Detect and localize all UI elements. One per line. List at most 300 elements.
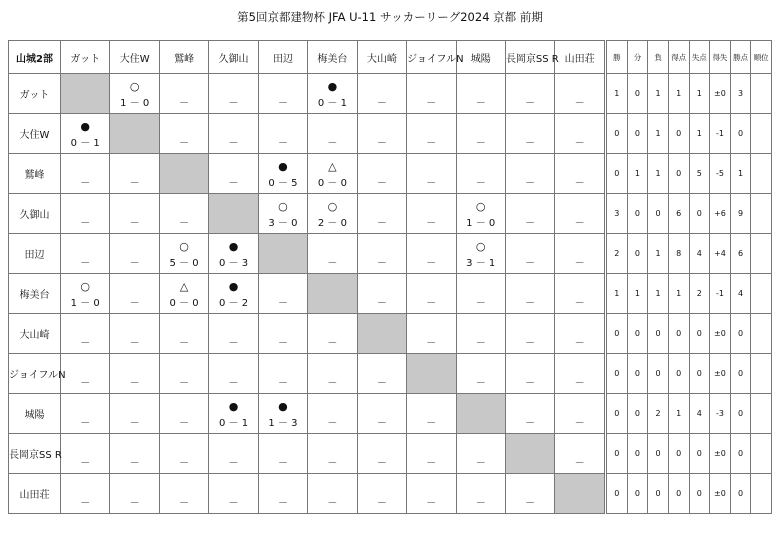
match-cell (555, 194, 604, 234)
score: － (525, 418, 536, 429)
stat-header: 勝 (607, 41, 628, 74)
stat-value: 6 (668, 194, 689, 234)
result-mark: ○ (475, 240, 486, 253)
diagonal-cell (209, 194, 258, 234)
match-cell (505, 354, 554, 394)
match-cell (110, 194, 159, 234)
match-cell (407, 434, 456, 474)
stat-value: 1 (668, 274, 689, 314)
stat-value: 1 (668, 74, 689, 114)
match-cell (209, 354, 258, 394)
score: － (228, 498, 239, 509)
match-cell (407, 114, 456, 154)
match-cell (258, 114, 307, 154)
match-cell (555, 354, 604, 394)
team-row (9, 74, 605, 114)
stat-value: ±0 (710, 474, 731, 514)
column-header-team: ジョイフルN (407, 41, 456, 74)
match-cell (209, 434, 258, 474)
score: － (525, 218, 536, 229)
match-cell (308, 354, 357, 394)
score: － (129, 218, 140, 229)
stat-value: ±0 (710, 434, 731, 474)
score: 2 － 0 (317, 218, 347, 229)
stat-value: 0 (627, 394, 648, 434)
stat-value: 4 (730, 274, 751, 314)
score: － (426, 498, 437, 509)
match-cell (159, 394, 208, 434)
score: 0 － 0 (317, 178, 347, 189)
stat-value: ±0 (710, 74, 731, 114)
match-cell (407, 194, 456, 234)
match-cell (505, 114, 554, 154)
match-cell (456, 234, 505, 274)
stat-value: 0 (627, 354, 648, 394)
score: － (277, 458, 288, 469)
score: － (376, 298, 387, 309)
score: 1 － 0 (120, 98, 150, 109)
stat-value: 0 (668, 434, 689, 474)
score: － (426, 98, 437, 109)
score: 0 － 1 (218, 418, 249, 429)
score: － (80, 498, 91, 509)
score: － (525, 338, 536, 349)
match-cell (61, 394, 110, 434)
match-cell (456, 474, 505, 514)
score: － (228, 178, 239, 189)
score: － (80, 218, 91, 229)
match-cell (456, 74, 505, 114)
score: － (525, 258, 536, 269)
score: － (228, 338, 239, 349)
stat-row (607, 74, 772, 114)
diagonal-cell (505, 434, 554, 474)
stat-value: 0 (627, 234, 648, 274)
match-cell (159, 274, 208, 314)
match-cell (308, 234, 357, 274)
match-cell (209, 394, 258, 434)
stat-value: 0 (730, 394, 751, 434)
match-cell (407, 394, 456, 434)
stat-row (607, 114, 772, 154)
result-mark: ○ (80, 280, 91, 293)
match-cell (159, 314, 208, 354)
match-cell (308, 314, 357, 354)
stat-row (607, 354, 772, 394)
match-cell (407, 474, 456, 514)
stat-value: 4 (689, 394, 710, 434)
score: － (179, 218, 190, 229)
score: － (129, 418, 140, 429)
score: － (327, 378, 338, 389)
stat-value: 0 (607, 474, 628, 514)
stat-value: 1 (627, 274, 648, 314)
stat-value (751, 394, 772, 434)
match-cell (357, 474, 406, 514)
score: 5 － 0 (169, 258, 199, 269)
match-cell (159, 114, 208, 154)
league-table (8, 40, 605, 514)
stat-header: 順位 (751, 41, 772, 74)
stat-value: -1 (710, 114, 731, 154)
score: － (574, 98, 585, 109)
score: － (179, 378, 190, 389)
result-mark: ○ (278, 200, 288, 213)
match-cell (308, 114, 357, 154)
match-cell (555, 154, 604, 194)
match-cell (407, 274, 456, 314)
match-cell (357, 194, 406, 234)
match-cell (308, 194, 357, 234)
score: － (376, 218, 387, 229)
score: － (426, 138, 437, 149)
score: － (277, 498, 288, 509)
score: － (426, 418, 437, 429)
score: － (475, 338, 486, 349)
score: － (525, 178, 536, 189)
score: 3 － 1 (466, 258, 496, 269)
score: － (129, 458, 140, 469)
match-cell (258, 154, 307, 194)
match-cell (61, 274, 110, 314)
score: － (129, 378, 140, 389)
score: － (376, 458, 387, 469)
match-cell (159, 474, 208, 514)
match-cell (555, 234, 604, 274)
team-row (9, 114, 605, 154)
stat-header: 得点 (668, 41, 689, 74)
match-cell (209, 114, 258, 154)
score: － (525, 298, 536, 309)
score: － (277, 298, 288, 309)
stat-header: 失点 (689, 41, 710, 74)
stat-row (607, 154, 772, 194)
stat-value: 0 (607, 354, 628, 394)
row-header-team: 梅美台 (9, 274, 61, 314)
stat-value (751, 154, 772, 194)
stat-header: 負 (648, 41, 669, 74)
match-cell (555, 114, 604, 154)
match-cell (407, 154, 456, 194)
score: 0 － 1 (70, 138, 100, 149)
result-mark: ● (327, 80, 338, 93)
stat-row (607, 474, 772, 514)
match-cell (209, 274, 258, 314)
match-cell (258, 274, 307, 314)
column-header-team: 大山崎 (357, 41, 406, 74)
score: － (574, 458, 585, 469)
result-mark: ● (228, 400, 239, 413)
match-cell (61, 234, 110, 274)
stat-value: 2 (648, 394, 669, 434)
stat-value: ±0 (710, 314, 731, 354)
score: － (475, 98, 486, 109)
match-cell (209, 314, 258, 354)
match-cell (209, 474, 258, 514)
score: － (327, 258, 338, 269)
match-cell (159, 74, 208, 114)
stat-value: ±0 (710, 354, 731, 394)
row-header-team: ジョイフルN (9, 354, 61, 394)
score: － (179, 98, 190, 109)
stat-header: 勝点 (730, 41, 751, 74)
stat-value: 0 (730, 474, 751, 514)
stat-value: 0 (689, 354, 710, 394)
score: 0 － 3 (218, 258, 249, 269)
score: － (376, 498, 387, 509)
match-cell (258, 314, 307, 354)
match-cell (110, 234, 159, 274)
score: － (475, 298, 486, 309)
diagonal-cell (159, 154, 208, 194)
stat-value: 0 (607, 114, 628, 154)
stat-value: 1 (648, 74, 669, 114)
match-cell (110, 354, 159, 394)
stat-value: 0 (648, 474, 669, 514)
column-header-team: 長岡京SS R (505, 41, 554, 74)
match-cell (110, 474, 159, 514)
column-header-team: ガット (61, 41, 110, 74)
column-header-team: 大住W (110, 41, 159, 74)
stat-value (751, 194, 772, 234)
stat-value: 0 (668, 154, 689, 194)
row-header-team: 山田荘 (9, 474, 61, 514)
stat-value: 0 (668, 474, 689, 514)
score: － (574, 218, 585, 229)
diagonal-cell (456, 394, 505, 434)
match-cell (357, 274, 406, 314)
stat-row (607, 394, 772, 434)
match-cell (555, 274, 604, 314)
stat-value: 5 (689, 154, 710, 194)
stat-value: 1 (627, 154, 648, 194)
stat-value: 0 (648, 354, 669, 394)
match-cell (407, 74, 456, 114)
stat-value: 1 (607, 274, 628, 314)
result-mark: ○ (327, 200, 338, 213)
match-cell (456, 434, 505, 474)
result-mark: △ (179, 280, 189, 293)
match-cell (407, 314, 456, 354)
stat-value: 0 (648, 194, 669, 234)
match-cell (308, 154, 357, 194)
stat-value: 1 (689, 74, 710, 114)
score: － (327, 458, 338, 469)
match-cell (159, 194, 208, 234)
score: － (376, 138, 387, 149)
stat-value: 0 (668, 114, 689, 154)
page-title: 第5回京都建物杯 JFA U-11 サッカーリーグ2024 京都 前期 (237, 10, 543, 24)
row-header-team: 大住W (9, 114, 61, 154)
score: 0 － 0 (169, 298, 199, 309)
row-header-team: 鷲峰 (9, 154, 61, 194)
score: － (475, 138, 486, 149)
stat-value (751, 354, 772, 394)
stat-value: 0 (689, 474, 710, 514)
league-name: 山城2部 (9, 41, 61, 74)
result-mark: ○ (129, 80, 140, 93)
score: － (277, 378, 288, 389)
score: － (376, 178, 387, 189)
match-cell (505, 234, 554, 274)
match-cell (555, 394, 604, 434)
score: － (327, 498, 338, 509)
score: － (129, 338, 140, 349)
row-header-team: 久御山 (9, 194, 61, 234)
score: － (426, 458, 437, 469)
diagonal-cell (407, 354, 456, 394)
score: － (129, 298, 140, 309)
diagonal-cell (555, 474, 604, 514)
stat-value: 1 (607, 74, 628, 114)
stat-value: 0 (627, 434, 648, 474)
match-cell (505, 394, 554, 434)
score: － (574, 338, 585, 349)
stat-value (751, 114, 772, 154)
score: － (426, 338, 437, 349)
team-row (9, 474, 605, 514)
stat-value: 0 (607, 394, 628, 434)
stat-value: 0 (730, 354, 751, 394)
score: 1 － 3 (268, 418, 298, 429)
match-cell (308, 394, 357, 434)
match-cell (456, 354, 505, 394)
score: － (228, 138, 239, 149)
score: － (574, 138, 585, 149)
row-header-team: 城陽 (9, 394, 61, 434)
row-header-team: 田辺 (9, 234, 61, 274)
stat-header: 分 (627, 41, 648, 74)
score: － (475, 498, 486, 509)
stat-value: 0 (730, 434, 751, 474)
stat-value: 2 (689, 274, 710, 314)
match-cell (209, 234, 258, 274)
score: － (475, 378, 486, 389)
match-cell (308, 74, 357, 114)
match-cell (456, 114, 505, 154)
score: － (327, 418, 338, 429)
stat-value: 0 (607, 154, 628, 194)
stat-row (607, 434, 772, 474)
match-cell (456, 314, 505, 354)
match-cell (209, 154, 258, 194)
score: － (475, 178, 486, 189)
stat-value: 0 (607, 314, 628, 354)
match-cell (555, 434, 604, 474)
result-mark: ○ (179, 240, 189, 253)
score: － (80, 378, 91, 389)
stat-value: 4 (689, 234, 710, 274)
match-cell (258, 394, 307, 434)
match-cell (110, 274, 159, 314)
result-mark: ● (228, 280, 239, 293)
score: － (179, 138, 190, 149)
stat-row (607, 194, 772, 234)
match-cell (61, 314, 110, 354)
stat-value: +4 (710, 234, 731, 274)
stat-value: 1 (648, 154, 669, 194)
stat-value: 0 (627, 114, 648, 154)
stat-value: 0 (689, 434, 710, 474)
stat-value: 0 (607, 434, 628, 474)
score: － (129, 178, 140, 189)
score: － (426, 298, 437, 309)
score: － (574, 178, 585, 189)
result-mark: ● (80, 120, 91, 133)
match-cell (61, 434, 110, 474)
match-cell (505, 194, 554, 234)
score: － (525, 138, 536, 149)
score: － (574, 418, 585, 429)
match-cell (159, 434, 208, 474)
stat-value (751, 274, 772, 314)
standings-table (606, 40, 772, 514)
diagonal-cell (308, 274, 357, 314)
stat-value: 1 (648, 234, 669, 274)
score: 0 － 5 (268, 178, 298, 189)
result-mark: ● (278, 400, 288, 413)
score: － (80, 258, 91, 269)
score: － (228, 378, 239, 389)
score: － (525, 98, 536, 109)
result-mark: ○ (475, 200, 486, 213)
column-header-team: 田辺 (258, 41, 307, 74)
stat-row (607, 314, 772, 354)
score: － (80, 458, 91, 469)
diagonal-cell (61, 74, 110, 114)
team-row (9, 394, 605, 434)
score: － (426, 258, 437, 269)
score: － (426, 218, 437, 229)
match-cell (159, 234, 208, 274)
score: － (80, 178, 91, 189)
match-cell (456, 274, 505, 314)
score: － (574, 258, 585, 269)
score: － (525, 498, 536, 509)
team-row (9, 314, 605, 354)
match-cell (209, 74, 258, 114)
match-cell (505, 74, 554, 114)
match-cell (357, 394, 406, 434)
score: － (277, 98, 288, 109)
stat-value: 0 (689, 194, 710, 234)
score: － (475, 458, 486, 469)
column-header-team: 久御山 (209, 41, 258, 74)
score: － (129, 498, 140, 509)
diagonal-cell (258, 234, 307, 274)
stat-value (751, 314, 772, 354)
stat-value: -1 (710, 274, 731, 314)
stat-value: 0 (627, 194, 648, 234)
score: － (80, 418, 91, 429)
match-cell (357, 114, 406, 154)
stat-value (751, 434, 772, 474)
team-row (9, 194, 605, 234)
match-cell (258, 354, 307, 394)
stat-value: 0 (730, 314, 751, 354)
score: － (277, 338, 288, 349)
stat-header: 得失 (710, 41, 731, 74)
column-header-team: 山田荘 (555, 41, 604, 74)
diagonal-cell (357, 314, 406, 354)
result-mark: △ (328, 160, 337, 173)
row-header-team: 大山崎 (9, 314, 61, 354)
score: － (525, 378, 536, 389)
team-row (9, 234, 605, 274)
stat-value: 0 (627, 74, 648, 114)
stat-value: 6 (730, 234, 751, 274)
score: － (228, 98, 239, 109)
